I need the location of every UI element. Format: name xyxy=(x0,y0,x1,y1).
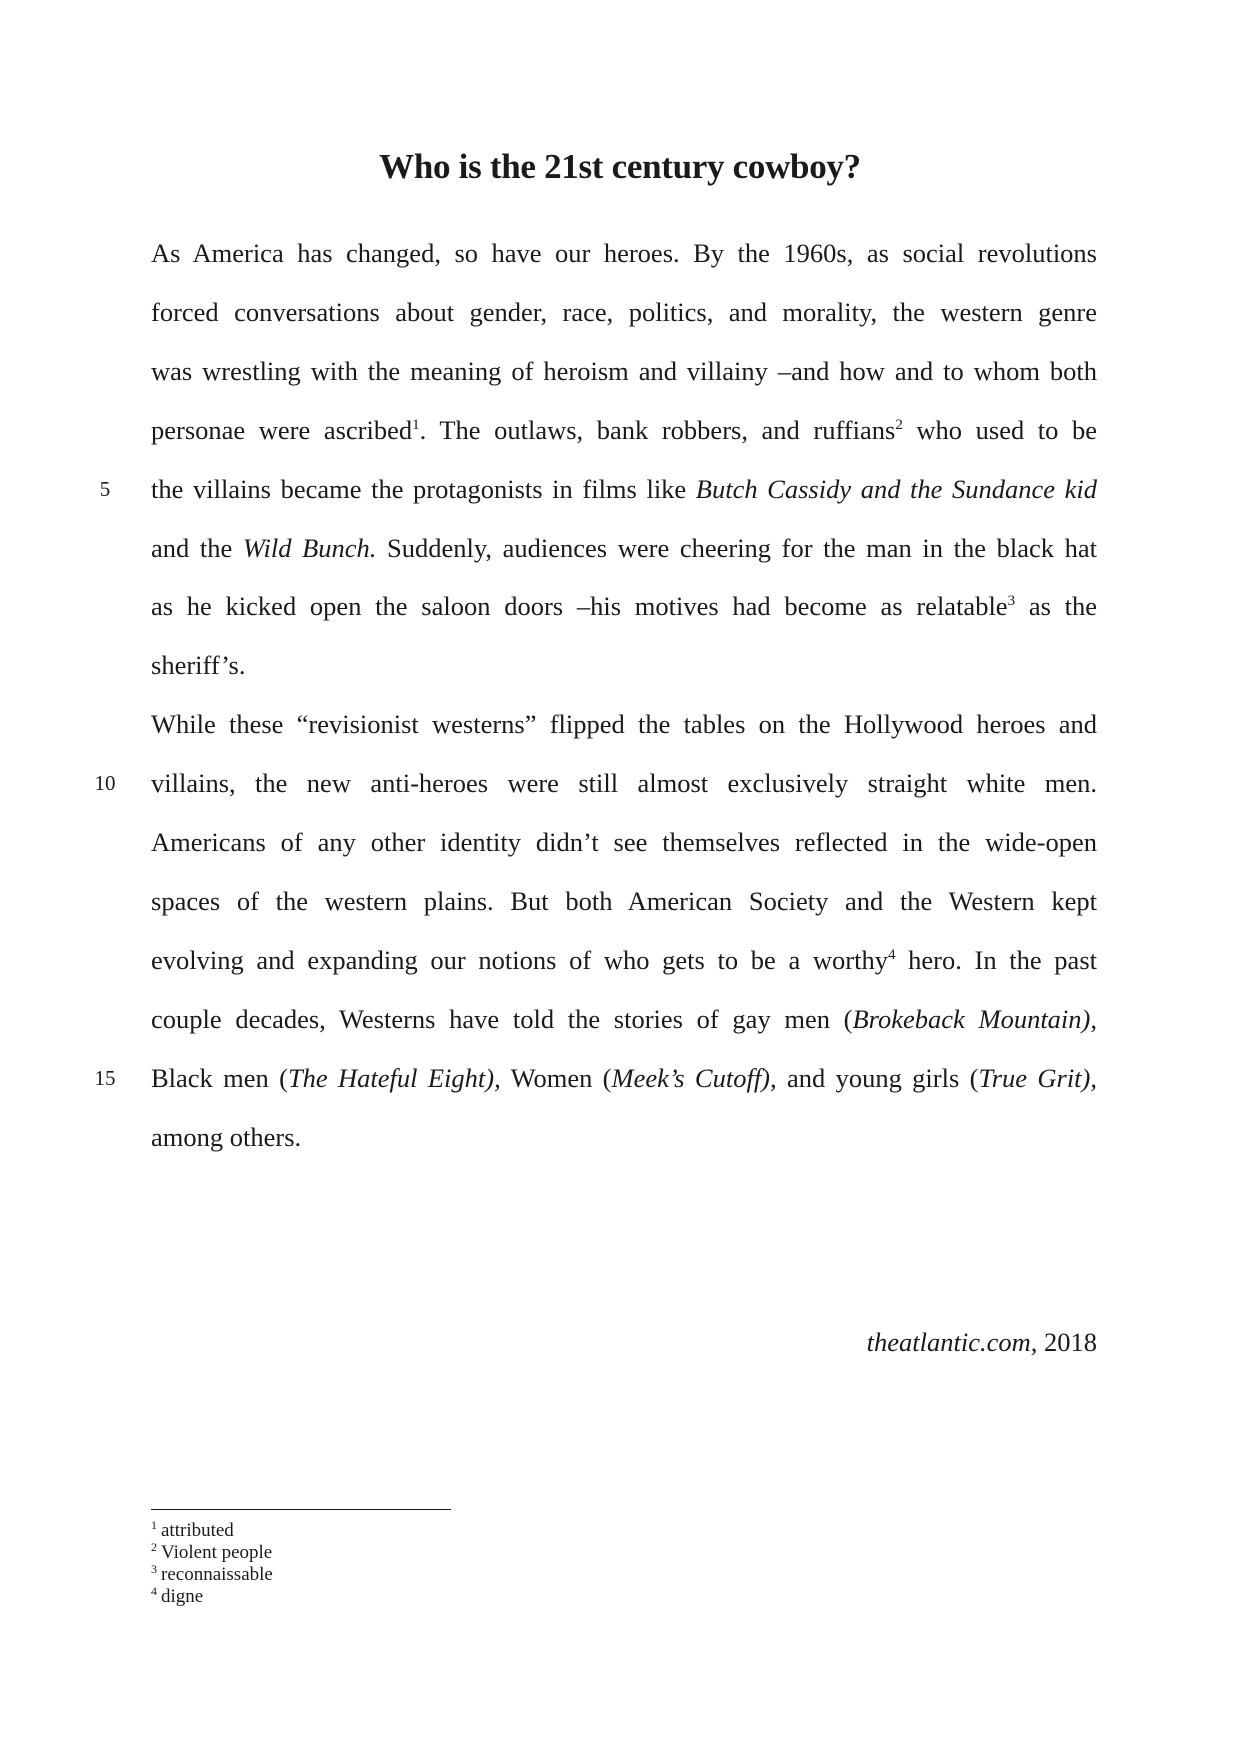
source-citation xyxy=(867,1322,1097,1362)
line-number: 15 xyxy=(94,1066,116,1090)
footnote-ref: 2 xyxy=(895,417,903,433)
footnote-number: 3 xyxy=(151,1562,157,1576)
text-run: sheriff’s. xyxy=(151,650,246,680)
text-run: . The outlaws, bank robbers, and ruffians xyxy=(419,415,896,445)
text-run: villains, the new anti-heroes were still almost exclusively straight white men. xyxy=(151,768,1097,798)
text-line xyxy=(151,586,1097,626)
text-run: and young girls ( xyxy=(776,1063,979,1093)
text-run: as he kicked open the saloon doors –his motives had become as relatable xyxy=(151,591,1008,621)
text-run: among others. xyxy=(151,1122,302,1152)
text-line xyxy=(151,822,1097,862)
text-line xyxy=(151,763,1097,803)
text-run: personae were ascribed xyxy=(151,415,413,445)
text-run: Americans of any other identity didn’t see themselves reflected in the wide-open xyxy=(151,827,1097,857)
text-run: forced conversations about gender, race, politics, and morality, the western genre xyxy=(151,297,1097,327)
text-run: Suddenly, audiences were cheering for the man in the black hat xyxy=(376,533,1097,563)
text-line xyxy=(151,233,1097,273)
text-run: who used to be xyxy=(902,415,1097,445)
italic-title: Butch Cassidy and the Sundance kid xyxy=(695,474,1097,504)
text-run: spaces of the western plains. But both American Society and the Western kept xyxy=(151,886,1097,916)
text-run: Women ( xyxy=(500,1063,612,1093)
italic-title: True Grit), xyxy=(978,1063,1097,1093)
footnote-ref: 4 xyxy=(887,947,896,963)
text-line xyxy=(151,940,1097,980)
text-run: hero. In the past xyxy=(895,945,1097,975)
footnote-text: digne xyxy=(161,1586,204,1607)
italic-title: Wild Bunch. xyxy=(242,533,377,563)
text-line xyxy=(151,351,1097,391)
text-run: evolving and expanding our notions of who gets to be a worthy xyxy=(151,945,888,975)
text-line xyxy=(151,704,1097,744)
footnote-item xyxy=(151,1585,203,1609)
italic-title: The Hateful Eight), xyxy=(287,1063,501,1093)
footnote-text: attributed xyxy=(161,1520,234,1541)
italic-title: Meek’s Cutoff), xyxy=(611,1063,777,1093)
document-title: Who is the 21st century cowboy? xyxy=(379,147,861,186)
footnote-text: reconnaissable xyxy=(161,1564,273,1585)
text-run: as the xyxy=(1015,591,1098,621)
footnote-item xyxy=(151,1519,234,1543)
text-line xyxy=(151,410,1097,450)
footnote-item xyxy=(151,1541,272,1565)
text-run: Black men ( xyxy=(151,1063,288,1093)
footnote-number: 1 xyxy=(151,1518,157,1532)
text-line xyxy=(151,469,1097,509)
text-run: As America has changed, so have our heroes. By the 1960s, as social revolutions xyxy=(151,238,1097,268)
text-line xyxy=(151,292,1097,332)
text-line xyxy=(151,1117,1097,1157)
footnote-ref: 3 xyxy=(1007,593,1016,609)
text-line xyxy=(151,645,1097,685)
text-line xyxy=(151,528,1097,568)
line-number: 10 xyxy=(94,771,116,795)
footnote-number: 4 xyxy=(151,1584,157,1598)
source-year: 2018 xyxy=(1037,1327,1097,1357)
footnote-item xyxy=(151,1563,273,1587)
text-run: the villains became the protagonists in films like xyxy=(151,474,696,504)
italic-title: Brokeback Mountain), xyxy=(852,1004,1097,1034)
line-number: 5 xyxy=(99,477,111,501)
text-run: couple decades, Westerns have told the stories of gay men ( xyxy=(151,1004,853,1034)
text-run: and the xyxy=(151,533,243,563)
footnote-number: 2 xyxy=(151,1540,157,1554)
text-line xyxy=(151,999,1097,1039)
footnote-ref: 1 xyxy=(412,417,420,433)
text-line xyxy=(151,1058,1097,1098)
source-site: theatlantic.com, xyxy=(866,1327,1038,1357)
text-run: was wrestling with the meaning of heroism and villainy –and how and to whom both xyxy=(151,356,1097,386)
text-line xyxy=(151,881,1097,921)
footnote-text: Violent people xyxy=(161,1542,273,1563)
footnote-separator xyxy=(151,1509,451,1510)
text-run: While these “revisionist westerns” flipped the tables on the Hollywood heroes and xyxy=(151,709,1097,739)
